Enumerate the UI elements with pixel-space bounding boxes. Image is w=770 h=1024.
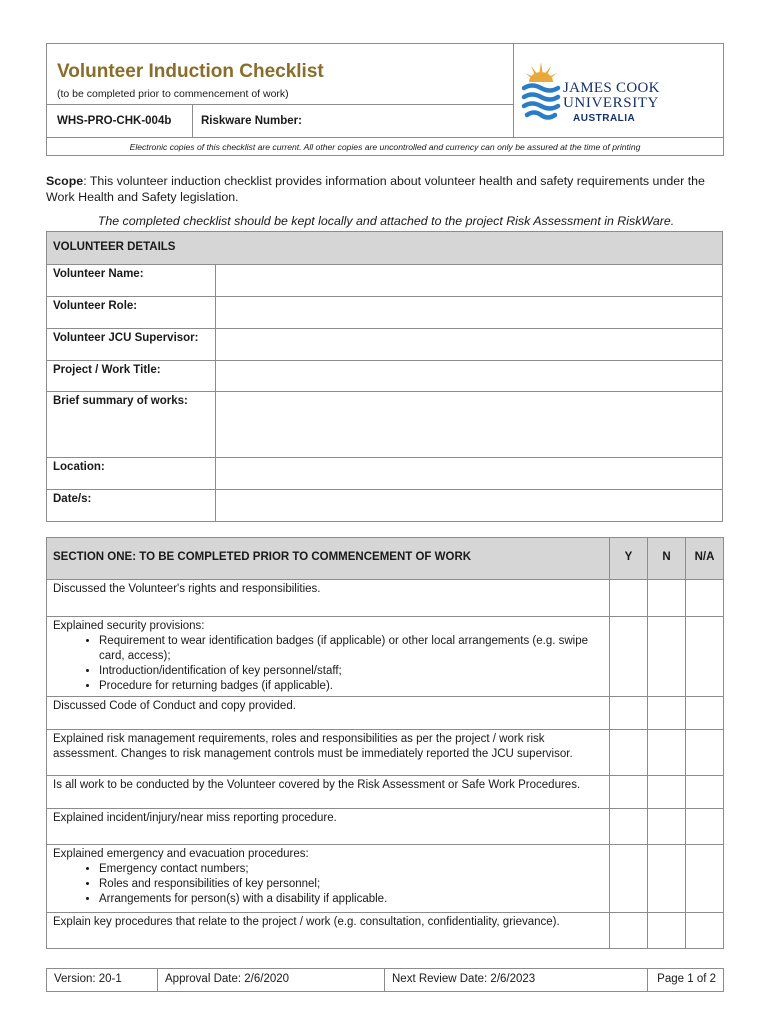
- divider: [47, 137, 723, 138]
- checkbox-y[interactable]: [610, 697, 648, 730]
- checkbox-na[interactable]: [686, 617, 724, 697]
- volunteer-name-label: Volunteer Name:: [47, 265, 216, 297]
- next-review-date: Next Review Date: 2/6/2023: [385, 969, 648, 992]
- column-y: Y: [610, 538, 648, 580]
- checkbox-y[interactable]: [610, 845, 648, 913]
- checklist-item: Explained risk management requirements, roles and responsibilities as per the project / work risk assessment. Changes to risk management controls must be immediately reported the JCU supervisor.: [47, 730, 610, 776]
- section-one-table: [46, 537, 724, 949]
- list-item: • Introduction/identification of key personnel/staff;: [99, 664, 603, 679]
- supervisor-field[interactable]: [216, 329, 723, 361]
- checkbox-na[interactable]: [686, 809, 724, 845]
- copies-note: Electronic copies of this checklist are current. All other copies are uncontrolled and currency can only be assured at the time of printing: [129, 142, 641, 152]
- scope-text: : This volunteer induction checklist provides information about volunteer health and safety requirements under the Work Health and Safety legislation.: [46, 174, 705, 204]
- checkbox-n[interactable]: [648, 845, 686, 913]
- checkbox-na[interactable]: [686, 580, 724, 617]
- checklist-item: Discussed Code of Conduct and copy provided.: [47, 697, 610, 730]
- checklist-item: Discussed the Volunteer's rights and responsibilities.: [47, 580, 610, 617]
- volunteer-details-table: [46, 231, 723, 522]
- checklist-item: [47, 845, 610, 913]
- supervisor-label: Volunteer JCU Supervisor:: [47, 329, 216, 361]
- checkbox-na[interactable]: [686, 845, 724, 913]
- checklist-item: Explain key procedures that relate to the project / work (e.g. consultation, confidentiality, grievance).: [47, 913, 610, 949]
- checkbox-n[interactable]: [648, 809, 686, 845]
- list-item: • Arrangements for person(s) with a disability if applicable.: [99, 892, 603, 907]
- list-item: • Procedure for returning badges (if applicable).: [99, 679, 603, 694]
- list-item: • Requirement to wear identification badges (if applicable) or other local arrangements (e.g. swipe card, access);: [99, 634, 603, 664]
- approval-date: Approval Date: 2/6/2020: [158, 969, 385, 992]
- divider: [47, 104, 513, 105]
- volunteer-name-field[interactable]: [216, 265, 723, 297]
- checkbox-y[interactable]: [610, 580, 648, 617]
- checkbox-n[interactable]: [648, 776, 686, 809]
- checkbox-y[interactable]: [610, 730, 648, 776]
- list-item: • Emergency contact numbers;: [99, 862, 603, 877]
- riskware-number-label: Riskware Number:: [201, 115, 302, 127]
- column-n: N: [648, 538, 686, 580]
- section-one-heading: SECTION ONE: TO BE COMPLETED PRIOR TO COMMENCEMENT OF WORK: [47, 538, 610, 580]
- location-label: Location:: [47, 458, 216, 490]
- checklist-item-intro: Explained security provisions:: [53, 620, 205, 632]
- jcu-logo: [520, 58, 716, 130]
- works-summary-field[interactable]: [216, 392, 723, 458]
- volunteer-role-field[interactable]: [216, 297, 723, 329]
- column-na: N/A: [686, 538, 724, 580]
- divider: [513, 44, 514, 137]
- project-title-label: Project / Work Title:: [47, 361, 216, 392]
- checkbox-y[interactable]: [610, 776, 648, 809]
- checkbox-n[interactable]: [648, 580, 686, 617]
- checkbox-na[interactable]: [686, 730, 724, 776]
- logo-line-3: AUSTRALIA: [573, 113, 636, 124]
- checkbox-na[interactable]: [686, 776, 724, 809]
- dates-label: Date/s:: [47, 490, 216, 522]
- scope-label: Scope: [46, 174, 84, 188]
- page-footer: [46, 968, 724, 992]
- document-title: Volunteer Induction Checklist: [57, 61, 324, 82]
- works-summary-label: Brief summary of works:: [47, 392, 216, 458]
- scope-paragraph: [46, 173, 726, 205]
- checkbox-y[interactable]: [610, 913, 648, 949]
- location-field[interactable]: [216, 458, 723, 490]
- checkbox-n[interactable]: [648, 913, 686, 949]
- checklist-item: Explained incident/injury/near miss reporting procedure.: [47, 809, 610, 845]
- divider: [192, 104, 193, 137]
- completion-note: The completed checklist should be kept locally and attached to the project Risk Assessment in RiskWare.: [97, 214, 675, 228]
- checklist-item-intro: Explained emergency and evacuation procedures:: [53, 848, 309, 860]
- checkbox-n[interactable]: [648, 697, 686, 730]
- project-title-field[interactable]: [216, 361, 723, 392]
- logo-line-1: JAMES COOK: [563, 80, 660, 96]
- checkbox-n[interactable]: [648, 730, 686, 776]
- volunteer-role-label: Volunteer Role:: [47, 297, 216, 329]
- version-label: Version: 20-1: [47, 969, 158, 992]
- checkbox-na[interactable]: [686, 913, 724, 949]
- logo-line-2: UNIVERSITY: [563, 95, 659, 111]
- checklist-item: [47, 617, 610, 697]
- checkbox-y[interactable]: [610, 809, 648, 845]
- page-number: Page 1 of 2: [648, 969, 724, 992]
- checkbox-n[interactable]: [648, 617, 686, 697]
- list-item: • Roles and responsibilities of key personnel;: [99, 877, 603, 892]
- checklist-item: Is all work to be conducted by the Volunteer covered by the Risk Assessment or Safe Work Procedures.: [47, 776, 610, 809]
- dates-field[interactable]: [216, 490, 723, 522]
- document-code: WHS-PRO-CHK-004b: [57, 115, 172, 127]
- checkbox-y[interactable]: [610, 617, 648, 697]
- checkbox-na[interactable]: [686, 697, 724, 730]
- document-subtitle: (to be completed prior to commencement of work): [57, 88, 289, 100]
- jcu-crest-icon: [520, 58, 562, 128]
- volunteer-details-heading: VOLUNTEER DETAILS: [47, 232, 723, 265]
